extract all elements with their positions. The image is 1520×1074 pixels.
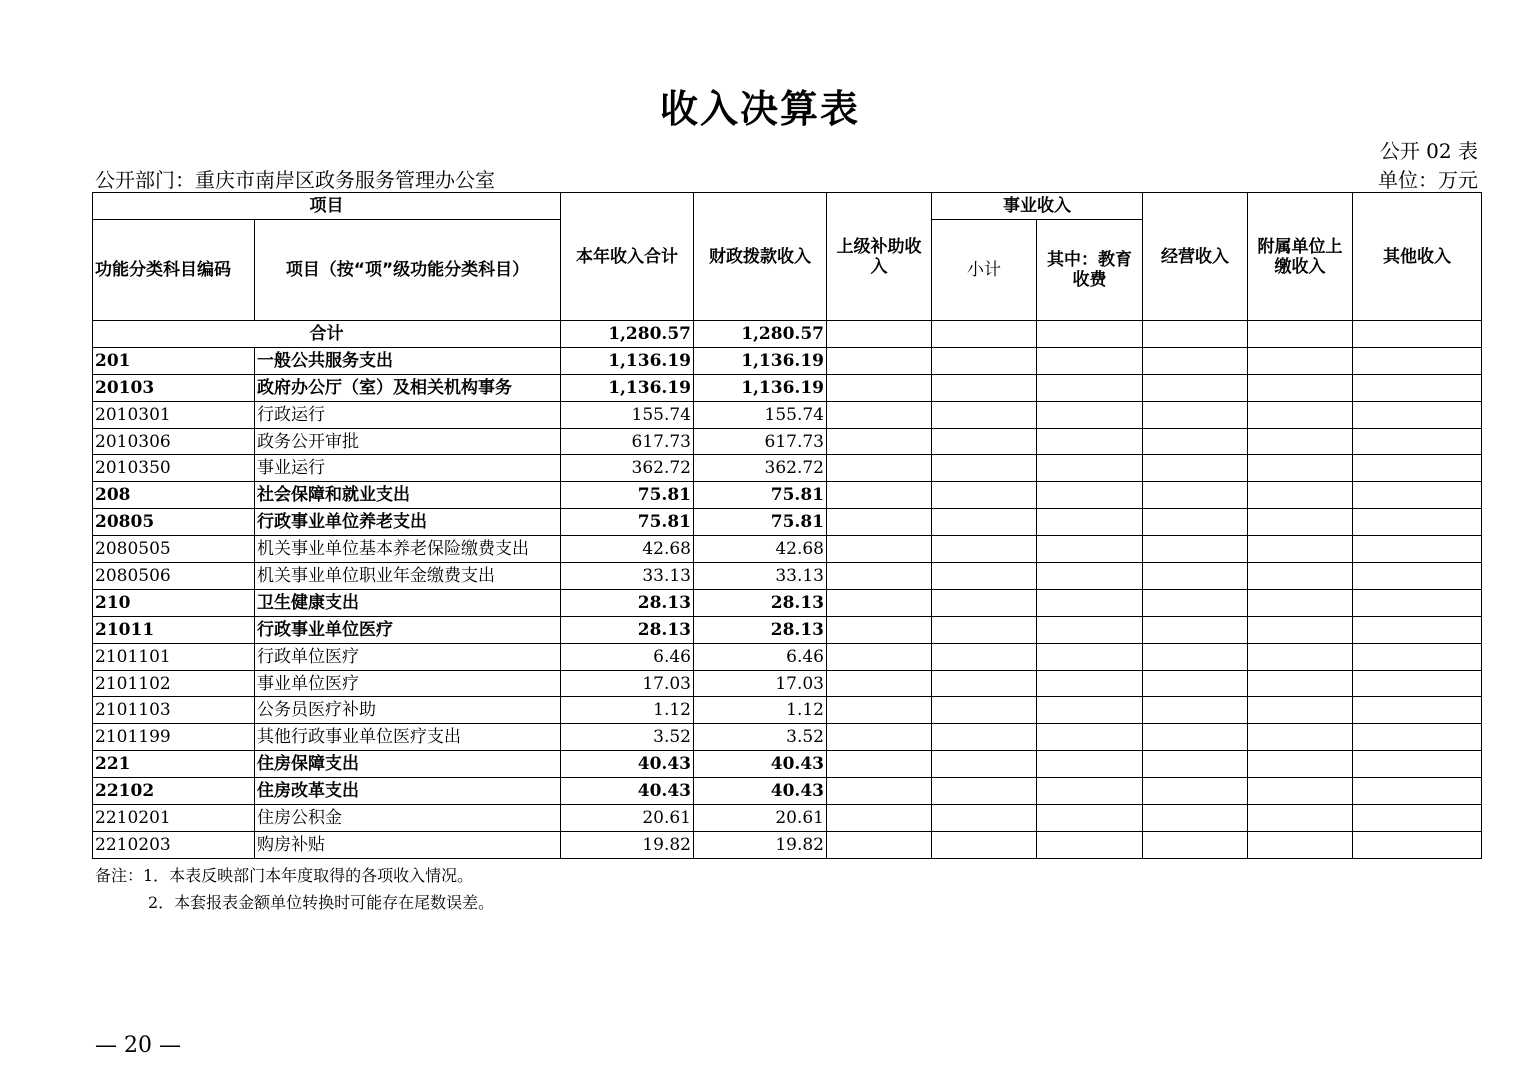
empty-cell: [932, 347, 1037, 374]
empty-cell: [1353, 616, 1482, 643]
empty-cell: [1143, 831, 1248, 858]
row-total: 28.13: [561, 616, 694, 643]
empty-cell: [827, 482, 932, 509]
empty-cell: [827, 751, 932, 778]
empty-cell: [1353, 831, 1482, 858]
table-row: [93, 482, 1482, 509]
empty-cell: [827, 536, 932, 563]
empty-cell: [1143, 805, 1248, 832]
page-number: — 20 —: [95, 1033, 181, 1058]
row-total: 20.61: [561, 805, 694, 832]
empty-cell: [1353, 428, 1482, 455]
row-fiscal: 6.46: [694, 643, 827, 670]
empty-cell: [1248, 347, 1353, 374]
table-row: [93, 509, 1482, 536]
row-fiscal: 1,136.19: [694, 347, 827, 374]
row-fiscal: 1.12: [694, 697, 827, 724]
empty-cell: [1037, 401, 1143, 428]
table-row: [93, 778, 1482, 805]
empty-cell: [1143, 616, 1248, 643]
empty-cell: [1037, 374, 1143, 401]
table-row: [93, 643, 1482, 670]
header-affiliated: 附属单位上缴收入: [1248, 193, 1353, 321]
row-name: 行政单位医疗: [255, 643, 561, 670]
empty-cell: [1248, 831, 1353, 858]
empty-cell: [1353, 643, 1482, 670]
table-row: [93, 563, 1482, 590]
row-total: 362.72: [561, 455, 694, 482]
table-row: [93, 670, 1482, 697]
row-total: 155.74: [561, 401, 694, 428]
empty-cell: [827, 428, 932, 455]
empty-cell: [1248, 670, 1353, 697]
row-code: 2101101: [93, 643, 255, 670]
header-operating: 经营收入: [1143, 193, 1248, 321]
row-name: 行政事业单位养老支出: [255, 509, 561, 536]
empty-cell: [1248, 616, 1353, 643]
empty-cell: [1037, 589, 1143, 616]
row-code: 201: [93, 347, 255, 374]
empty-cell: [827, 778, 932, 805]
row-total: 75.81: [561, 482, 694, 509]
header-education: 其中：教育收费: [1037, 220, 1143, 321]
page-title: 收入决算表: [659, 87, 860, 131]
empty-cell: [1248, 643, 1353, 670]
unit-label: 单位：万元: [1378, 168, 1478, 192]
department-label: 公开部门：重庆市南岸区政务服务管理办公室: [95, 168, 495, 192]
empty-cell: [932, 805, 1037, 832]
empty-cell: [1248, 563, 1353, 590]
table-row: [93, 751, 1482, 778]
row-total: 42.68: [561, 536, 694, 563]
empty-cell: [827, 374, 932, 401]
empty-cell: [932, 455, 1037, 482]
empty-cell: [1248, 428, 1353, 455]
row-fiscal: 75.81: [694, 482, 827, 509]
empty-cell: [932, 482, 1037, 509]
row-name: 政府办公厅（室）及相关机构事务: [255, 374, 561, 401]
table-row: [93, 455, 1482, 482]
empty-cell: [1143, 347, 1248, 374]
total-income-value: 1,280.57: [561, 321, 694, 348]
row-fiscal: 75.81: [694, 509, 827, 536]
table-row: [93, 805, 1482, 832]
empty-cell: [1143, 509, 1248, 536]
row-code: 20805: [93, 509, 255, 536]
row-code: 20103: [93, 374, 255, 401]
empty-cell: [1143, 536, 1248, 563]
header-code: 功能分类科目编码: [93, 220, 255, 321]
empty-cell: [932, 751, 1037, 778]
row-code: 2101199: [93, 724, 255, 751]
empty-cell: [1143, 643, 1248, 670]
table-row: [93, 724, 1482, 751]
row-code: 2210203: [93, 831, 255, 858]
empty-cell: [827, 670, 932, 697]
table-row: [93, 589, 1482, 616]
empty-cell: [1143, 589, 1248, 616]
empty-cell: [1143, 482, 1248, 509]
row-fiscal: 28.13: [694, 616, 827, 643]
empty-cell: [1037, 455, 1143, 482]
row-total: 3.52: [561, 724, 694, 751]
note-2: 2．本套报表金额单位转换时可能存在尾数误差。: [148, 893, 495, 912]
table-row: [93, 401, 1482, 428]
empty-cell: [1037, 616, 1143, 643]
empty-cell: [1353, 482, 1482, 509]
empty-cell: [932, 563, 1037, 590]
empty-cell: [1353, 724, 1482, 751]
row-total: 28.13: [561, 589, 694, 616]
table-row: [93, 536, 1482, 563]
row-fiscal: 40.43: [694, 778, 827, 805]
row-code: 208: [93, 482, 255, 509]
row-code: 221: [93, 751, 255, 778]
row-fiscal: 362.72: [694, 455, 827, 482]
empty-cell: [1353, 697, 1482, 724]
empty-cell: [827, 724, 932, 751]
row-code: 2080505: [93, 536, 255, 563]
row-fiscal: 19.82: [694, 831, 827, 858]
empty-cell: [827, 697, 932, 724]
empty-cell: [932, 697, 1037, 724]
row-total: 6.46: [561, 643, 694, 670]
empty-cell: [827, 616, 932, 643]
empty-cell: [1248, 778, 1353, 805]
row-code: 2080506: [93, 563, 255, 590]
row-name: 行政事业单位医疗: [255, 616, 561, 643]
empty-cell: [1037, 697, 1143, 724]
row-name: 住房公积金: [255, 805, 561, 832]
row-name: 机关事业单位基本养老保险缴费支出: [255, 536, 561, 563]
row-total: 19.82: [561, 831, 694, 858]
row-name: 行政运行: [255, 401, 561, 428]
row-fiscal: 20.61: [694, 805, 827, 832]
row-name: 其他行政事业单位医疗支出: [255, 724, 561, 751]
empty-cell: [1143, 670, 1248, 697]
empty-cell: [827, 805, 932, 832]
empty-cell: [1037, 751, 1143, 778]
table-row: [93, 347, 1482, 374]
row-total: 1.12: [561, 697, 694, 724]
empty-cell: [1143, 724, 1248, 751]
total-fiscal-value: 1,280.57: [694, 321, 827, 348]
row-fiscal: 617.73: [694, 428, 827, 455]
row-name: 住房保障支出: [255, 751, 561, 778]
empty-cell: [1353, 778, 1482, 805]
header-fiscal: 财政拨款收入: [694, 193, 827, 321]
empty-cell: [1353, 374, 1482, 401]
empty-cell: [1143, 778, 1248, 805]
form-number: 公开 02 表: [1379, 139, 1478, 163]
empty-cell: [1248, 509, 1353, 536]
empty-cell: [1248, 589, 1353, 616]
empty-cell: [1353, 509, 1482, 536]
empty-cell: [1353, 455, 1482, 482]
row-fiscal: 40.43: [694, 751, 827, 778]
empty-cell: [1248, 724, 1353, 751]
row-name: 事业单位医疗: [255, 670, 561, 697]
header-other: 其他收入: [1353, 193, 1482, 321]
row-total: 40.43: [561, 751, 694, 778]
empty-cell: [1248, 697, 1353, 724]
empty-cell: [1353, 589, 1482, 616]
empty-cell: [1248, 482, 1353, 509]
empty-cell: [1143, 751, 1248, 778]
table-row: [93, 374, 1482, 401]
empty-cell: [1037, 509, 1143, 536]
note-1: 备注：1．本表反映部门本年度取得的各项收入情况。: [95, 866, 474, 885]
empty-cell: [1037, 831, 1143, 858]
row-name: 机关事业单位职业年金缴费支出: [255, 563, 561, 590]
header-project: 项目: [93, 193, 561, 220]
row-total: 1,136.19: [561, 347, 694, 374]
header-item: 项目（按“项”级功能分类科目）: [255, 220, 561, 321]
empty-cell: [1353, 536, 1482, 563]
empty-cell: [932, 616, 1037, 643]
empty-cell: [827, 509, 932, 536]
table-row: [93, 616, 1482, 643]
header-total-income: 本年收入合计: [561, 193, 694, 321]
row-fiscal: 3.52: [694, 724, 827, 751]
empty-cell: [1143, 428, 1248, 455]
empty-cell: [1353, 401, 1482, 428]
empty-cell: [1037, 347, 1143, 374]
row-code: 2010306: [93, 428, 255, 455]
row-total: 617.73: [561, 428, 694, 455]
empty-cell: [932, 374, 1037, 401]
empty-cell: [1143, 563, 1248, 590]
row-name: 一般公共服务支出: [255, 347, 561, 374]
empty-cell: [827, 589, 932, 616]
empty-cell: [932, 589, 1037, 616]
empty-cell: [1248, 401, 1353, 428]
row-total: 33.13: [561, 563, 694, 590]
row-fiscal: 155.74: [694, 401, 827, 428]
empty-cell: [1353, 670, 1482, 697]
row-code: 21011: [93, 616, 255, 643]
header-business: 事业收入: [932, 193, 1143, 220]
empty-cell: [932, 778, 1037, 805]
empty-cell: [932, 401, 1037, 428]
row-fiscal: 1,136.19: [694, 374, 827, 401]
row-name: 事业运行: [255, 455, 561, 482]
empty-cell: [827, 347, 932, 374]
row-fiscal: 28.13: [694, 589, 827, 616]
row-code: 210: [93, 589, 255, 616]
row-total: 40.43: [561, 778, 694, 805]
empty-cell: [1037, 536, 1143, 563]
row-total: 75.81: [561, 509, 694, 536]
row-code: 2101103: [93, 697, 255, 724]
row-code: 2101102: [93, 670, 255, 697]
empty-cell: [932, 670, 1037, 697]
header-subtotal: 小计: [932, 220, 1037, 321]
row-name: 社会保障和就业支出: [255, 482, 561, 509]
empty-cell: [1037, 805, 1143, 832]
table-row: [93, 697, 1482, 724]
empty-cell: [932, 724, 1037, 751]
table-row: [93, 428, 1482, 455]
row-fiscal: 42.68: [694, 536, 827, 563]
total-label: 合计: [93, 321, 561, 348]
empty-cell: [1248, 536, 1353, 563]
empty-cell: [1037, 778, 1143, 805]
empty-cell: [1353, 751, 1482, 778]
header-superior: 上级补助收入: [827, 193, 932, 321]
empty-cell: [827, 563, 932, 590]
empty-cell: [1037, 563, 1143, 590]
empty-cell: [1037, 428, 1143, 455]
row-code: 22102: [93, 778, 255, 805]
row-total: 1,136.19: [561, 374, 694, 401]
row-fiscal: 17.03: [694, 670, 827, 697]
row-name: 政务公开审批: [255, 428, 561, 455]
row-code: 2010350: [93, 455, 255, 482]
empty-cell: [1353, 805, 1482, 832]
empty-cell: [1248, 751, 1353, 778]
row-name: 公务员医疗补助: [255, 697, 561, 724]
row-total: 17.03: [561, 670, 694, 697]
empty-cell: [1143, 374, 1248, 401]
empty-cell: [1143, 401, 1248, 428]
empty-cell: [1037, 670, 1143, 697]
empty-cell: [1037, 643, 1143, 670]
empty-cell: [932, 643, 1037, 670]
empty-cell: [1353, 563, 1482, 590]
row-name: 购房补贴: [255, 831, 561, 858]
table-row: [93, 831, 1482, 858]
row-name: 卫生健康支出: [255, 589, 561, 616]
row-code: 2010301: [93, 401, 255, 428]
empty-cell: [1353, 347, 1482, 374]
empty-cell: [932, 428, 1037, 455]
empty-cell: [1037, 482, 1143, 509]
empty-cell: [1143, 697, 1248, 724]
empty-cell: [827, 455, 932, 482]
empty-cell: [932, 536, 1037, 563]
empty-cell: [932, 509, 1037, 536]
empty-cell: [1248, 805, 1353, 832]
row-fiscal: 33.13: [694, 563, 827, 590]
row-code: 2210201: [93, 805, 255, 832]
income-table: [92, 192, 1482, 859]
empty-cell: [827, 401, 932, 428]
empty-cell: [1037, 724, 1143, 751]
empty-cell: [1248, 455, 1353, 482]
total-row: [93, 321, 1482, 348]
row-name: 住房改革支出: [255, 778, 561, 805]
empty-cell: [932, 831, 1037, 858]
empty-cell: [827, 643, 932, 670]
empty-cell: [827, 831, 932, 858]
empty-cell: [1248, 374, 1353, 401]
empty-cell: [1143, 455, 1248, 482]
